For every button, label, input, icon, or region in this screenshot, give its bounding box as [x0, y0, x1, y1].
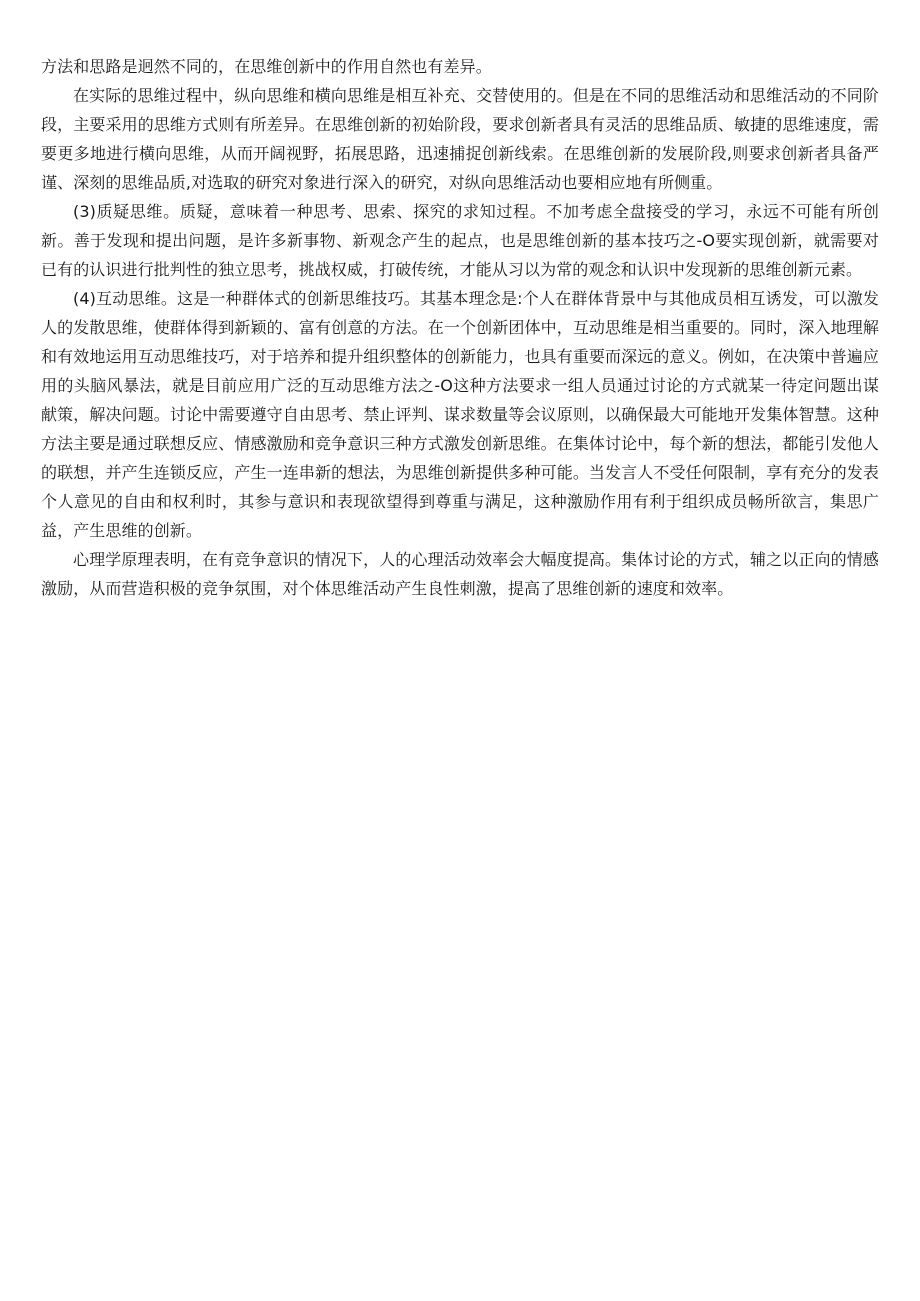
paragraph-1: 方法和思路是迥然不同的，在思维创新中的作用自然也有差异。 [41, 57, 492, 76]
document-page [41, 52, 879, 603]
paragraph-2: 在实际的思维过程中，纵向思维和横向思维是相互补充、交替使用的。但是在不同的思维活动和思维活动的不同阶段，主要采用的思维方式则有所差异。在思维创新的初始阶段，要求创新者具有灵活的思维品质、敏捷的思维速度，需要更多地进行横向思维，从而开阔视野，拓展思路，迅速捕捉创新线索。在思维创新的发展阶段,则要求创新者具备严谨、深刻的思维品质,对选取的研究对象进行深入的研究，对纵向思维活动也要相应地有所侧重。 [41, 86, 879, 192]
paragraph-5: 心理学原理表明，在有竞争意识的情况下，人的心理活动效率会大幅度提高。集体讨论的方式，辅之以正向的情感激励，从而营造积极的竞争氛围，对个体思维活动产生良性刺激，提高了思维创新的速度和效率。 [41, 550, 879, 598]
paragraph-4: (4)互动思维。这是一种群体式的创新思维技巧。其基本理念是:个人在群体背景中与其他成员相互诱发，可以激发人的发散思维，使群体得到新颖的、富有创意的方法。在一个创新团体中，互动思维是相当重要的。同时，深入地理解和有效地运用互动思维技巧，对于培养和提升组织整体的创新能力，也具有重要而深远的意义。例如，在决策中普遍应用的头脑风暴法，就是目前应用广泛的互动思维方法之-O这种方法要求一组人员通过讨论的方式就某一待定问题出谋献策，解决问题。讨论中需要遵守自由思考、禁止评判、谋求数量等会议原则，以确保最大可能地开发集体智慧。这种方法主要是通过联想反应、情感激励和竞争意识三种方式激发创新思维。在集体讨论中，每个新的想法，都能引发他人的联想，并产生连锁反应，产生一连串新的想法，为思维创新提供多种可能。当发言人不受任何限制，享有充分的发表个人意见的自由和权利时，其参与意识和表现欲望得到尊重与满足，这种激励作用有利于组织成员畅所欲言，集思广益，产生思维的创新。 [41, 289, 879, 540]
paragraph-3: (3)质疑思维。质疑，意味着一种思考、思索、探究的求知过程。不加考虑全盘接受的学习，永远不可能有所创新。善于发现和提出问题，是许多新事物、新观念产生的起点，也是思维创新的基本技巧之-O要实现创新，就需要对已有的认识进行批判性的独立思考，挑战权威，打破传统，才能从习以为常的观念和认识中发现新的思维创新元素。 [41, 202, 879, 279]
